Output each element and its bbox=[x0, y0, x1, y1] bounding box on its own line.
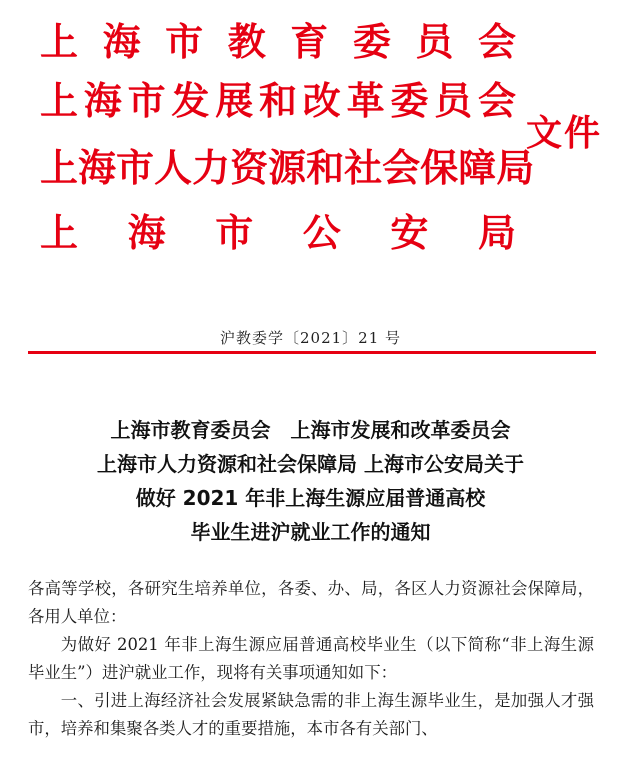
title-line: 上海市教育委员会 上海市发展和改革委员会 bbox=[110, 418, 511, 442]
red-divider-line bbox=[28, 351, 596, 354]
intro-paragraph: 为做好 2021 年非上海生源应届普通高校毕业生（以下简称“非上海生源毕业生”）进沪就业工作，现将有关事项通知如下： bbox=[28, 635, 594, 682]
title-line: 做好 2021 年非上海生源应届普通高校 bbox=[135, 486, 486, 510]
issuer-education-commission: 上 海 市 教 育 委 员 会 bbox=[40, 20, 516, 64]
addressees-paragraph: 各高等学校，各研究生培养单位，各委、办、局，各区人力资源社会保障局，各用人单位： bbox=[28, 579, 594, 626]
issuer-public-security-bureau: 上 海 市 公 安 局 bbox=[40, 211, 516, 255]
document-word-label: 文件 bbox=[526, 113, 603, 154]
issuing-authorities-header bbox=[0, 0, 621, 270]
document-number: 沪教委学〔2021〕21 号 bbox=[219, 329, 402, 347]
section-one-paragraph: 一、引进上海经济社会发展紧缺急需的非上海生源毕业生，是加强人才强市，培养和集聚各类人才的重要措施，本市各有关部门、 bbox=[28, 691, 594, 738]
title-line: 毕业生进沪就业工作的通知 bbox=[190, 520, 431, 544]
issuer-development-reform-commission: 上 海 市 发 展 和 改 革 委 员 会 bbox=[40, 79, 516, 123]
notice-title bbox=[0, 413, 621, 549]
document-body bbox=[28, 575, 594, 743]
issuer-human-resources-bureau: 上 海 市 人 力 资 源 和 社 会 保 障 局 bbox=[40, 146, 535, 190]
title-line: 上海市人力资源和社会保障局 上海市公安局关于 bbox=[97, 452, 524, 476]
